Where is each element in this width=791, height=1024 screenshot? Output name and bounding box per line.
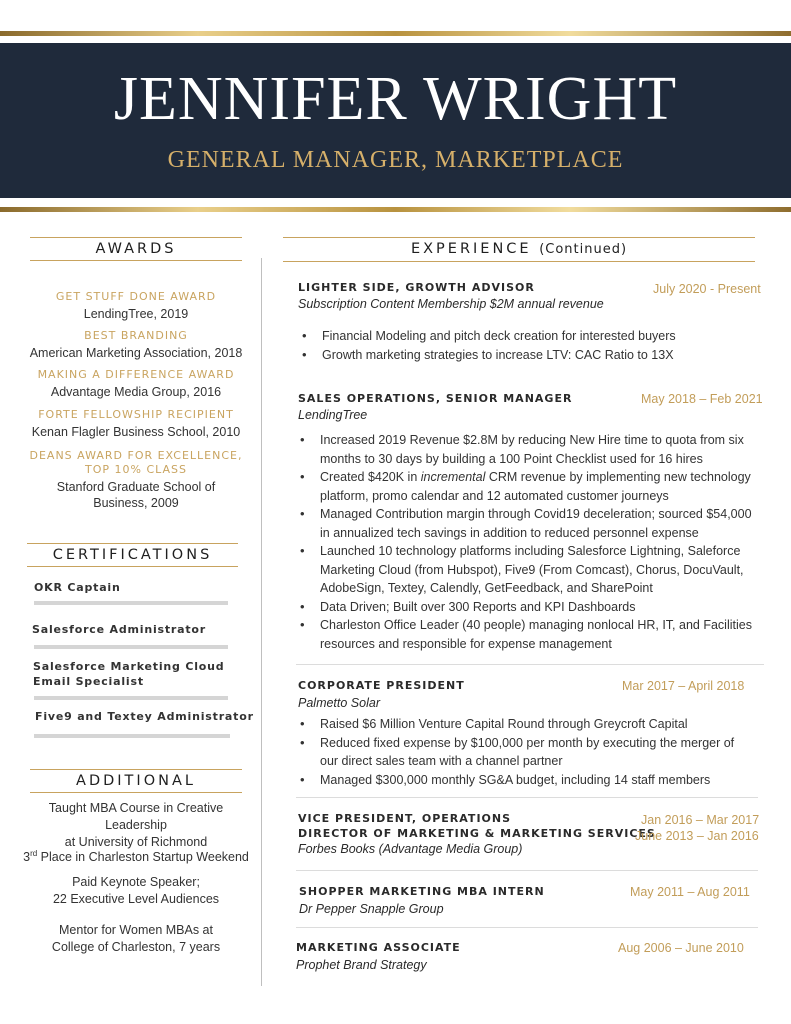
award-title: BEST BRANDING: [84, 329, 188, 342]
job-date: May 2011 – Aug 2011: [630, 885, 750, 899]
job-bullet: • Managed Contribution margin through Covid19 deceleration; sourced $54,000 in annualized tech savings in addition to reduced personnel expense: [298, 505, 754, 542]
job-date: July 2020 - Present: [653, 282, 761, 296]
job-bullet: • Launched 10 technology platforms including Salesforce Lightning, Saleforce Marketing Cloud (from Hubspot), Five9 (From Comcast), Chorus, DocuVault, AdobeSign, Textey, Calendly, GetFeedback, and SharePoint: [298, 542, 754, 598]
awards-heading: [30, 237, 242, 261]
job-title: LIGHTER SIDE, GROWTH ADVISOR: [298, 281, 535, 294]
job-org: Forbes Books (Advantage Media Group): [298, 842, 523, 856]
additional-line-2: 22 Executive Level Audiences: [52, 892, 220, 906]
job-title-2: DIRECTOR OF MARKETING & MARKETING SERVICES: [298, 827, 656, 840]
job-date: Aug 2006 – June 2010: [618, 941, 744, 955]
award-title: DEANS AWARD FOR EXCELLENCE,: [29, 449, 243, 462]
award-org: American Marketing Association, 2018: [29, 346, 243, 360]
award-title-line-2: TOP 10% CLASS: [84, 463, 187, 476]
award-item: [20, 290, 252, 322]
job-bullets: [298, 431, 754, 653]
award-item: [20, 449, 252, 511]
job-title: MARKETING ASSOCIATE: [296, 941, 461, 954]
award-org: Kenan Flagler Business School, 2010: [31, 425, 241, 439]
job-bullets: [298, 715, 738, 789]
certification-label: Five9 and Textey Administrator: [35, 710, 254, 723]
job-title: CORPORATE PRESIDENT: [298, 679, 465, 692]
award-org-line-2: Business, 2009: [93, 496, 179, 510]
job-bullets: [300, 327, 740, 364]
job-date-2: June 2013 – Jan 2016: [635, 829, 759, 843]
award-title: FORTE FELLOWSHIP RECIPIENT: [38, 408, 234, 421]
additional-line-2: at University of Richmond: [64, 835, 208, 849]
certification-item: [35, 709, 255, 724]
experience-heading-sub: (Continued): [539, 242, 628, 257]
additional-item: [18, 922, 254, 956]
job-separator: [296, 927, 758, 928]
job-bullet: • Increased 2019 Revenue $2.8M by reducing New Hire time to quota from six months to 30 days by building a 100 Point Checklist used for 16 hires: [298, 431, 754, 468]
job-bullet-text: Created $420K in: [320, 470, 421, 484]
additional-heading-label: ADDITIONAL: [76, 773, 196, 789]
job-org: Dr Pepper Snapple Group: [299, 902, 444, 916]
award-title: MAKING A DIFFERENCE AWARD: [37, 368, 235, 381]
job-org: LendingTree: [298, 408, 368, 422]
additional-item: [18, 874, 254, 908]
award-title: GET STUFF DONE AWARD: [55, 290, 217, 303]
column-divider: [261, 258, 262, 986]
award-item: [20, 408, 252, 440]
job-bullet: • Charleston Office Leader (40 people) managing nonlocal HR, IT, and Facilities resources and responsible for expense management: [298, 616, 754, 653]
candidate-title: GENERAL MANAGER, MARKETPLACE: [167, 147, 624, 173]
award-item: [20, 329, 252, 361]
top-gold-rule: [0, 31, 791, 36]
additional-ordinal-suffix: rd: [30, 849, 38, 858]
job-separator: [296, 870, 758, 871]
certification-bar: [34, 734, 230, 738]
job-date: May 2018 – Feb 2021: [641, 392, 763, 406]
job-separator: [296, 664, 764, 665]
certification-item: [32, 622, 232, 637]
certification-label: Salesforce Marketing Cloud: [33, 660, 225, 673]
additional-line: Place in Charleston Startup Weekend: [37, 850, 249, 865]
additional-line: Mentor for Women MBAs at: [59, 923, 213, 937]
certification-item: [33, 659, 233, 689]
certifications-heading: [27, 543, 238, 567]
bottom-gold-rule: [0, 207, 791, 212]
additional-line: Paid Keynote Speaker;: [72, 875, 200, 889]
job-org: Prophet Brand Strategy: [296, 958, 427, 972]
award-org: Stanford Graduate School of: [56, 480, 216, 494]
job-title: SALES OPERATIONS, SENIOR MANAGER: [298, 392, 573, 405]
award-org: LendingTree, 2019: [83, 307, 189, 321]
job-bullet-emphasis: incremental: [420, 470, 486, 484]
job-date: Mar 2017 – April 2018: [622, 679, 745, 693]
job-bullet: • Financial Modeling and pitch deck creation for interested buyers: [300, 327, 740, 346]
job-bullet: • Data Driven; Built over 300 Reports and KPI Dashboards: [298, 598, 754, 617]
job-bullet: • Raised $6 Million Venture Capital Round through Greycroft Capital: [298, 715, 738, 734]
award-item: [20, 368, 252, 400]
experience-heading-label: EXPERIENCE: [410, 241, 532, 257]
job-title: VICE PRESIDENT, OPERATIONS: [298, 812, 512, 825]
additional-ordinal-number: 3: [23, 850, 31, 865]
job-bullet-text-2: CRM revenue by implementing new technology platform, promo calendar and 12 automated customer journeys: [320, 470, 751, 503]
additional-line: Taught MBA Course in Creative Leadership: [48, 801, 224, 832]
job-org: Subscription Content Membership $2M annual revenue: [298, 297, 604, 311]
award-org: Advantage Media Group, 2016: [50, 385, 222, 399]
certification-label-line-2: Email Specialist: [33, 675, 144, 688]
certification-bar: [34, 696, 228, 700]
certification-label: OKR Captain: [34, 581, 121, 594]
job-bullet: • Growth marketing strategies to increase LTV: CAC Ratio to 13X: [300, 346, 740, 365]
certification-label: Salesforce Administrator: [32, 623, 207, 636]
certification-bar: [34, 601, 228, 605]
job-bullet: • Reduced fixed expense by $100,000 per month by executing the merger of our direct sales team with a channel partner: [298, 734, 738, 771]
candidate-name: JENNIFER WRIGHT: [113, 65, 678, 133]
additional-item: [18, 800, 254, 851]
certifications-heading-label: CERTIFICATIONS: [52, 547, 213, 563]
experience-heading: [283, 237, 755, 262]
awards-heading-label: AWARDS: [95, 241, 177, 257]
certification-item: [34, 580, 234, 595]
certification-bar: [34, 645, 228, 649]
job-bullet: [298, 468, 754, 505]
job-separator: [296, 797, 758, 798]
additional-heading: [30, 769, 242, 793]
job-bullet: • Managed $300,000 monthly SG&A budget, including 14 staff members: [298, 771, 738, 790]
job-date: Jan 2016 – Mar 2017: [641, 813, 760, 827]
job-org: Palmetto Solar: [298, 696, 380, 710]
additional-line-2: College of Charleston, 7 years: [51, 940, 221, 954]
job-title: SHOPPER MARKETING MBA INTERN: [299, 885, 545, 898]
additional-item: [18, 845, 254, 866]
